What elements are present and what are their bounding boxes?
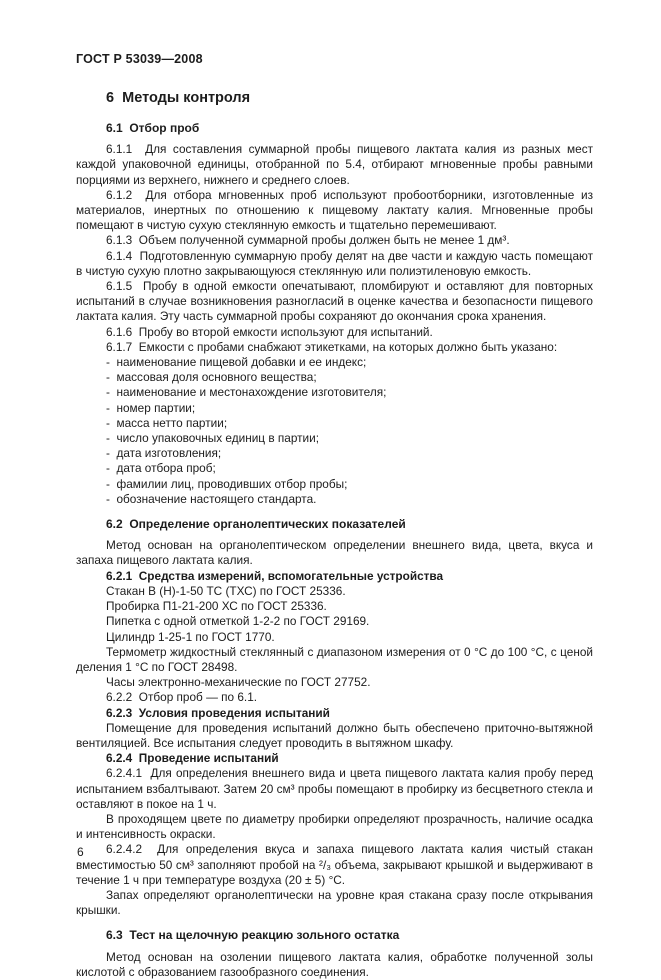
document-content <box>76 89 593 980</box>
paragraph: 6.2.4.1 Для определения внешнего вида и цвета пищевого лактата калия пробу перед испытанием взбалтывают. Затем 20 см³ пробы помещают в пробирку из бесцветного стекла и оставляют в покое на 1 ч. <box>76 766 593 811</box>
list-item: - дата изготовления; <box>106 446 222 461</box>
paragraph: Помещение для проведения испытаний должно быть обеспечено приточно-вытяжной вентиляцией. Все испытания следует проводить в вытяжном шкафу. <box>76 720 593 750</box>
paragraph: 6.1.7 Емкости с пробами снабжают этикетками, на которых должно быть указано: <box>106 339 558 354</box>
paragraph: Запах определяют органолептически на уровне края стакана сразу после открывания крышки. <box>76 887 593 918</box>
document-header: ГОСТ Р 53039—2008 <box>76 52 203 66</box>
paragraph: Пробирка П1-21-200 ХС по ГОСТ 25336. <box>106 599 327 614</box>
paragraph: Термометр жидкостный стеклянный с диапазоном измерения от 0 °С до 100 °С, с ценой деления 1 °С по ГОСТ 28498. <box>76 644 593 674</box>
paragraph: 6.2.4.2 Для определения вкуса и запаха пищевого лактата калия чистый стакан вместимостью 50 см³ заполняют пробой на ²/₃ объема, закрывают крышкой и выдерживают в течение 1 ч при температуре воздуха (20 ± 5) °С. <box>76 842 593 887</box>
section-heading: 6 Методы контроля <box>106 90 251 106</box>
subsection-heading: 6.1 Отбор проб <box>106 121 200 135</box>
paragraph: В проходящем цвете по диаметру пробирки определяют прозрачность, наличие осадка и интенсивность окраски. <box>76 811 593 842</box>
list-item: - наименование пищевой добавки и ее индекс; <box>106 355 367 370</box>
list-item: - массовая доля основного вещества; <box>106 370 317 385</box>
list-item: - обозначение настоящего стандарта. <box>106 491 317 506</box>
paragraph: Стакан В (Н)-1-50 ТС (ТХС) по ГОСТ 25336. <box>106 583 346 598</box>
paragraph: 6.1.1 Для составления суммарной пробы пищевого лактата калия из разных мест каждой упаковочной единицы, отобранной по 5.4, отбирают мгновенные пробы равными порциями из верхнего, нижнего и среднего слоев. <box>76 142 593 187</box>
list-item: - число упаковочных единиц в партии; <box>106 431 319 446</box>
paragraph: Цилиндр 1-25-1 по ГОСТ 1770. <box>106 629 275 644</box>
paragraph: Метод основан на органолептическом определении внешнего вида, цвета, вкуса и запаха пищевого лактата калия. <box>76 538 593 568</box>
paragraph: 6.1.5 Пробу в одной емкости опечатывают, пломбируют и оставляют для повторных испытаний в случае возникновения разногласий в оценке качества и безопасности пищевого лактата калия. Эту часть суммарной пробы сохраняют до окончания срока хранения. <box>76 279 593 324</box>
clause-heading: 6.2.1 Средства измерений, вспомогательные устройства <box>106 568 444 583</box>
paragraph: 6.1.6 Пробу во второй емкости используют для испытаний. <box>106 324 433 339</box>
subsection-heading: 6.2 Определение органолептических показателей <box>106 517 406 532</box>
clause-heading: 6.2.4 Проведение испытаний <box>106 751 279 766</box>
page-number: 6 <box>77 845 84 859</box>
list-item: - номер партии; <box>106 400 196 415</box>
clause-heading: 6.2.3 Условия проведения испытаний <box>106 705 330 720</box>
paragraph: Метод основан на озолении пищевого лактата калия, обработке полученной золы кислотой с образованием газообразного соединения. <box>76 949 593 979</box>
paragraph: 6.1.4 Подготовленную суммарную пробу делят на две части и каждую часть помещают в чистую сухую плотно закрывающуюся стеклянную или полиэтиленовую емкость. <box>76 248 593 278</box>
paragraph: Пипетка с одной отметкой 1-2-2 по ГОСТ 29169. <box>106 614 370 629</box>
paragraph: 6.1.2 Для отбора мгновенных проб используют пробоотборники, изготовленные из материалов, инертных по отношению к пищевому лактату калия. Мгновенные пробы помещают в чистую сухую стеклянную емкость и тщательно перемешивают. <box>76 187 593 233</box>
subsection-heading: 6.3 Тест на щелочную реакцию зольного остатка <box>106 928 400 943</box>
paragraph: 6.1.3 Объем полученной суммарной пробы должен быть не менее 1 дм³. <box>106 233 510 248</box>
list-item: - дата отбора проб; <box>106 461 216 476</box>
list-item: - фамилии лиц, проводивших отбор пробы; <box>106 476 348 491</box>
paragraph: Часы электронно-механические по ГОСТ 27752. <box>106 675 371 690</box>
paragraph: 6.2.2 Отбор проб — по 6.1. <box>106 690 258 705</box>
list-item: - масса нетто партии; <box>106 415 228 430</box>
list-item: - наименование и местонахождение изготовителя; <box>106 385 387 400</box>
